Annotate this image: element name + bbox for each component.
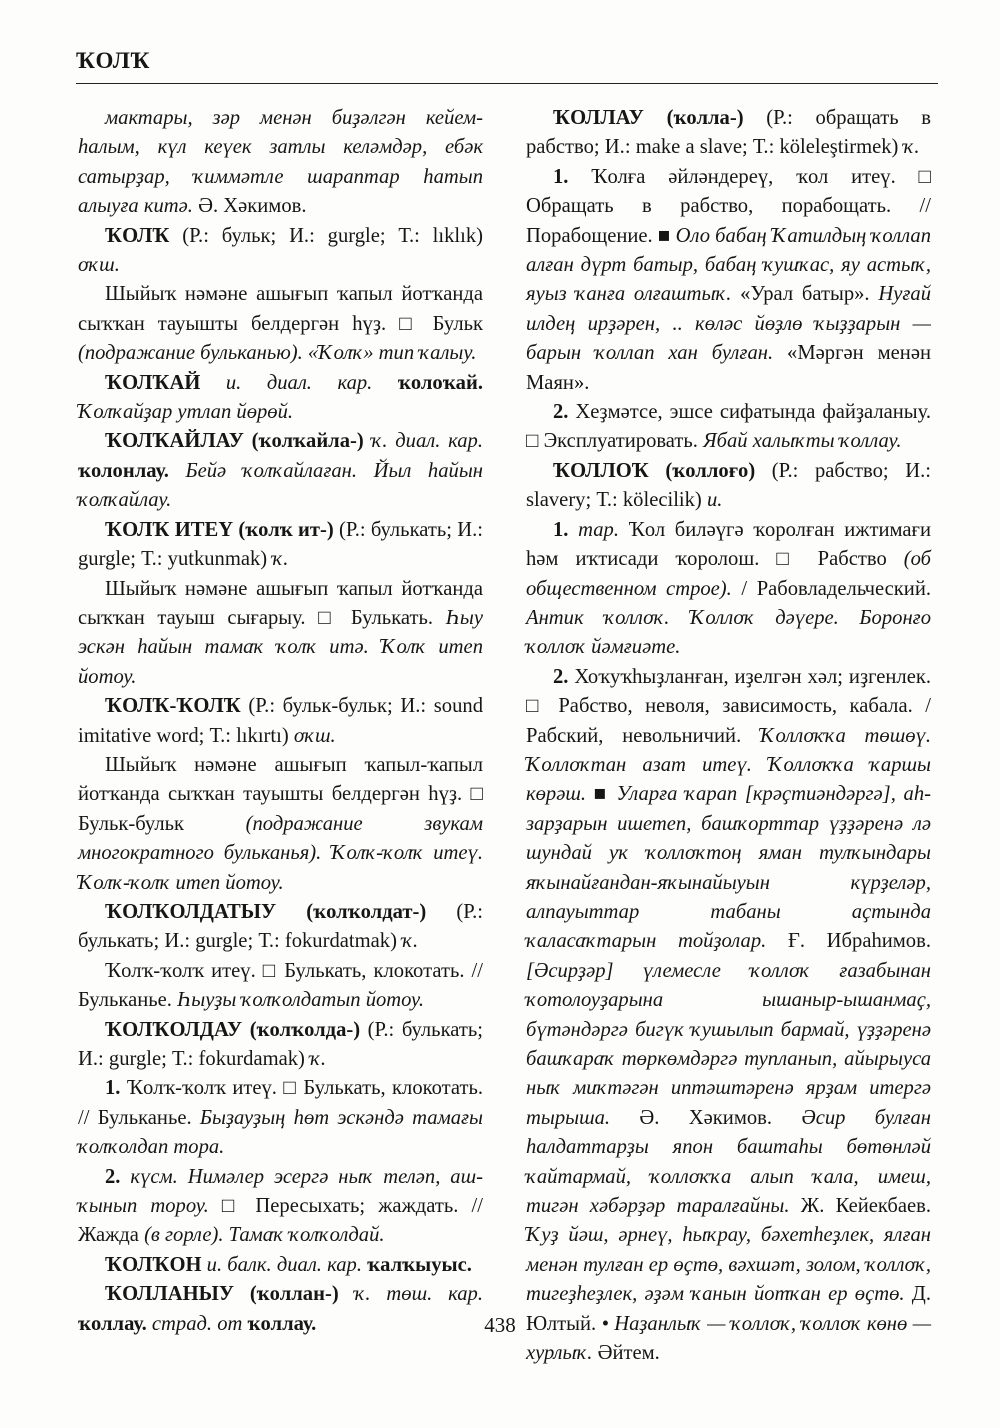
dictionary-paragraph: [526, 663, 931, 1369]
plain-text: □ Пересыхать; жаждать. // Жажда: [78, 1195, 483, 1247]
dictionary-paragraph: [78, 898, 483, 957]
headword-text: ҠОЛҠ ИТЕҮ (ҡолҡ ит-): [105, 518, 334, 541]
plain-text: (Р.: обращать в рабство; И.: make a slave; Т.: köleleştirmek): [526, 107, 931, 159]
headword-text: 2.: [553, 665, 575, 688]
dictionary-paragraph: [78, 369, 483, 428]
italic-text: (подражание звукам многократного бульканья). Ҡолҡ-ҡолҡ итеү. Ҡолҡ-ҡолҡ итеп йотоу.: [78, 812, 483, 894]
italic-text: и.: [706, 489, 723, 512]
plain-text: Ә. Хәкимов.: [610, 1106, 802, 1129]
italic-text: Оло бабаң Ҡатилдың ҡоллап алған дүрт батыр, бабаң ҡушҡас, яу астыҡ, яуыз ҡанға олғаштыҡ.: [526, 224, 932, 306]
plain-text: «Мәргән менән Маян».: [526, 342, 931, 394]
headword-text: 1.: [553, 518, 579, 541]
italic-text: Бейә ҡолҡайлаған. Йыл һайын ҡолҡайлау.: [78, 459, 483, 512]
headword-text: 1.: [553, 165, 592, 188]
italic-text: Һыуҙы ҡолҡолдатып йотоу.: [177, 989, 425, 1012]
dictionary-paragraph: [78, 1163, 483, 1251]
italic-text: Ҡолҡайҙар утлап йөрөй.: [78, 401, 294, 424]
headword-text: ҠОЛЛАУ (ҡолла-): [553, 107, 744, 129]
dictionary-paragraph: [526, 516, 931, 663]
dictionary-paragraph: [526, 398, 931, 457]
plain-text: (Р.: булькать; И.: gurgle; Т.: yutkunmak): [78, 518, 483, 571]
headword-text: ҡолонлау.: [78, 459, 169, 482]
headword-text: 2.: [553, 401, 576, 424]
plain-text: Ҡолҡ-ҡолҡ итеү. □ Булькать, клокотать. // Бульканье.: [78, 959, 483, 1012]
plain-text: (Р.: бульк; И.: gurgle; Т.: lıklık): [169, 224, 483, 247]
italic-text: Нуғай илдең ирҙәрен, .. көләс йөҙлө ҡыҙҙарын — барын ҡоллап хан булған.: [526, 283, 931, 365]
dictionary-paragraph: [78, 1074, 483, 1162]
headword-text: 1.: [105, 1077, 127, 1100]
headword-text: ҡоллау.: [247, 1312, 317, 1335]
dictionary-paragraph: [78, 1016, 483, 1075]
header-rule: [76, 83, 938, 84]
italic-text: мактары, зәр менән биҙәлгән кейем-һалым, күл кеүек затлы келәмдәр, ебәк сатырҙар, ҡиммәтле шараптар һатып алыуға китә.: [78, 107, 483, 218]
plain-text: Шыйыҡ нәмәне ашығып ҡапыл йотҡанда сыҡҡан тауышты белдергән һүҙ. □ Бульк: [78, 283, 483, 335]
plain-text: Ҡол биләүгә ҡоролған ижтимағи һәм иҡтисади ҡоролош. □ Рабство: [526, 518, 931, 571]
plain-text: Шыйыҡ нәмәне ашығып ҡапыл-ҡапыл йотҡанда сыҡҡан тауышты белдергән һүҙ. □ Бульк-бульк: [78, 753, 483, 835]
italic-text: • Наҙанлыҡ — ҡоллоҡ, ҡоллоҡ көнө — хурлыҡ.: [526, 1312, 932, 1365]
dictionary-paragraph: [78, 751, 483, 898]
italic-text: (об общественном строе).: [526, 548, 931, 600]
plain-text: Әйтем.: [592, 1342, 660, 1365]
plain-text: Ә. Хәкимов.: [192, 195, 307, 218]
italic-text: ҡ.: [310, 1048, 327, 1070]
page-number: 438: [484, 1313, 516, 1337]
headword-text: ҠОЛҠАЙ: [105, 371, 201, 394]
italic-text: оҡш.: [78, 254, 120, 277]
italic-text: Әсир булған һалдаттарҙы япон баштаһы бөтөнләй ҡайтармай, ҡоллоҡҡа алып ҡала, имеш, тигән хәбәрҙәр таралғайны.: [526, 1106, 931, 1218]
headword-text: ҡолоҡай.: [397, 371, 483, 394]
italic-text: күсм. Нимәлер эсергә ныҡ теләп, аш-ҡынып тороу.: [78, 1165, 483, 1218]
running-head: ҠОЛҠ: [76, 48, 150, 73]
plain-text: (Р.: булькать; И.: gurgle; Т.: fokurdatmak): [78, 900, 483, 953]
italic-text: тар.: [578, 518, 619, 541]
plain-text: Ҡолға әйләндереү, ҡол итеү. □ Обращать в рабство, порабощать. // Порабощение. ■: [526, 165, 931, 247]
italic-text: Ябай халыҡты ҡоллау.: [703, 430, 902, 453]
italic-text: и. диал. кар.: [200, 371, 398, 394]
dictionary-paragraph: [78, 957, 483, 1016]
italic-text: (в горле). Тамаҡ ҡолҡолдай.: [144, 1224, 385, 1247]
headword-text: ҠОЛҠ-ҠОЛҠ: [105, 695, 241, 718]
plain-text: «Урал батыр».: [731, 283, 879, 306]
headword-text: ҡоллау.: [78, 1312, 152, 1335]
italic-text: и. балк. диал. кар.: [201, 1253, 368, 1276]
plain-text: Д. Юлтый.: [526, 1283, 931, 1335]
headword-text: ҠОЛҠОЛДАТЫУ (ҡолҡолдат-): [105, 900, 427, 923]
headword-text: ҠОЛҠОН: [105, 1253, 202, 1276]
italic-text: страд. от: [151, 1312, 248, 1335]
plain-text: ■: [586, 783, 617, 806]
italic-text: Быҙауҙың һөт эскәндә тамағы ҡолҡолдап тора.: [78, 1106, 483, 1159]
italic-text: Ҡуҙ йәш, әрнеү, һыҡрау, бәхетһеҙлек, ялған менән тулған ер өҫтө, вәхшәт, золом, ҡоллоҡ, тигеҙһеҙлек, әҙәм ҡанын йотҡан ер өҫтө.: [526, 1224, 931, 1306]
dictionary-paragraph: [78, 575, 483, 693]
left-column: [78, 104, 483, 1339]
dictionary-paragraph: [526, 104, 931, 163]
headword-text: ҠОЛҠАЙЛАУ (ҡолҡайла-): [105, 430, 364, 453]
italic-text: оҡш.: [293, 724, 336, 747]
plain-text: Хоҡуҡһыҙланған, иҙелгән хәл; иҙгенлек. □ Рабство, неволя, зависимость, кабала. / Рабский, невольничий.: [526, 665, 931, 747]
plain-text: (Р.: бульк-бульк; И.: sound imitative word; Т.: lıkırtı): [78, 695, 483, 747]
plain-text: (Р.: рабство; И.: slavery; Т.: kölecilik): [526, 459, 931, 512]
italic-text: ҡ. диал. кар.: [363, 430, 483, 453]
plain-text: Хеҙмәтсе, эшсе сифатында файҙаланыу. □ Эксплуатировать.: [526, 401, 932, 453]
dictionary-paragraph: [526, 457, 931, 516]
italic-text: [Әсирҙәр] үлемесле ҡоллоҡ ғазабынан ҡотолоуҙарына ышаныр-ышанмаҫ, бүтәндәргә бигүк ҡушылып бармай, үҙҙәренә башҡараҡ төркөмдәргә тупланып, айырыуса ныҡ миҡтәгән иптәштәренә ярҙам итергә тырыша.: [526, 959, 931, 1129]
dictionary-paragraph: [78, 222, 483, 281]
plain-text: (Р.: булькать; И.: gurgle; Т.: fokurdamak): [78, 1018, 483, 1070]
italic-text: ҡ. төш. кар.: [338, 1283, 483, 1306]
headword-text: ҠОЛҠ: [105, 224, 170, 247]
italic-text: ҡ.: [903, 136, 920, 159]
headword-text: ҠОЛЛОҠ (ҡоллоғо): [553, 459, 756, 482]
plain-text: / Рабовладельческий.: [731, 577, 931, 600]
dictionary-paragraph: [78, 516, 483, 575]
italic-text: ҡ.: [402, 930, 419, 953]
italic-text: Ҡоллоҡҡа төшөү. Ҡоллоҡтан азат итеү. Ҡоллоҡҡа ҡаршы көрәш.: [526, 724, 932, 806]
italic-text: Уларға ҡарап [крәҫтиәндәргә], аһ-зарҙарын ишетеп, башҡорттар үҙҙәренә лә шундай уҡ ҡоллоҡтоң яман тулҡындары яҡынайғандан-яҡынайыуын күрҙеләр, алпауыттар табаны аҫтында ҡаласаҡтарын тойҙолар.: [526, 783, 931, 953]
headword-text: ҡалҡыуыс.: [367, 1253, 472, 1276]
plain-text: Ж. Кейекбаев.: [789, 1195, 931, 1218]
right-column: [526, 104, 931, 1368]
plain-text: Шыйыҡ нәмәне ашығып ҡапыл йотҡанда сыҡҡан тауыш сығарыу. □ Булькать.: [78, 577, 483, 629]
dictionary-paragraph: [78, 427, 483, 515]
plain-text: Ҡолҡ-ҡолҡ итеү. □ Булькать, клокотать. // Бульканье.: [78, 1077, 484, 1129]
plain-text: Ғ. Ибраһимов.: [766, 930, 931, 953]
headword-text: 2.: [105, 1165, 131, 1188]
headword-text: ҠОЛЛАНЫУ (ҡоллан-): [105, 1283, 339, 1306]
italic-text: Һыу эскән һайын тамаҡ ҡолҡ итә. Ҡолҡ итеп йотоу.: [78, 606, 483, 688]
dictionary-paragraph: [526, 163, 931, 398]
italic-text: ҡ.: [272, 548, 289, 571]
dictionary-paragraph: [78, 1251, 483, 1280]
dictionary-paragraph: [78, 104, 483, 222]
italic-text: Антик ҡоллоҡ. Ҡоллоҡ дәүере. Боронғо ҡоллоҡ йәмғиәте.: [526, 606, 931, 659]
dictionary-paragraph: [78, 692, 483, 751]
italic-text: (подражание бульканью). «Ҡолҡ» тип ҡалыу.: [78, 342, 477, 365]
headword-text: ҠОЛҠОЛДАУ (ҡолҡолда-): [105, 1018, 361, 1041]
dictionary-paragraph: [78, 280, 483, 368]
